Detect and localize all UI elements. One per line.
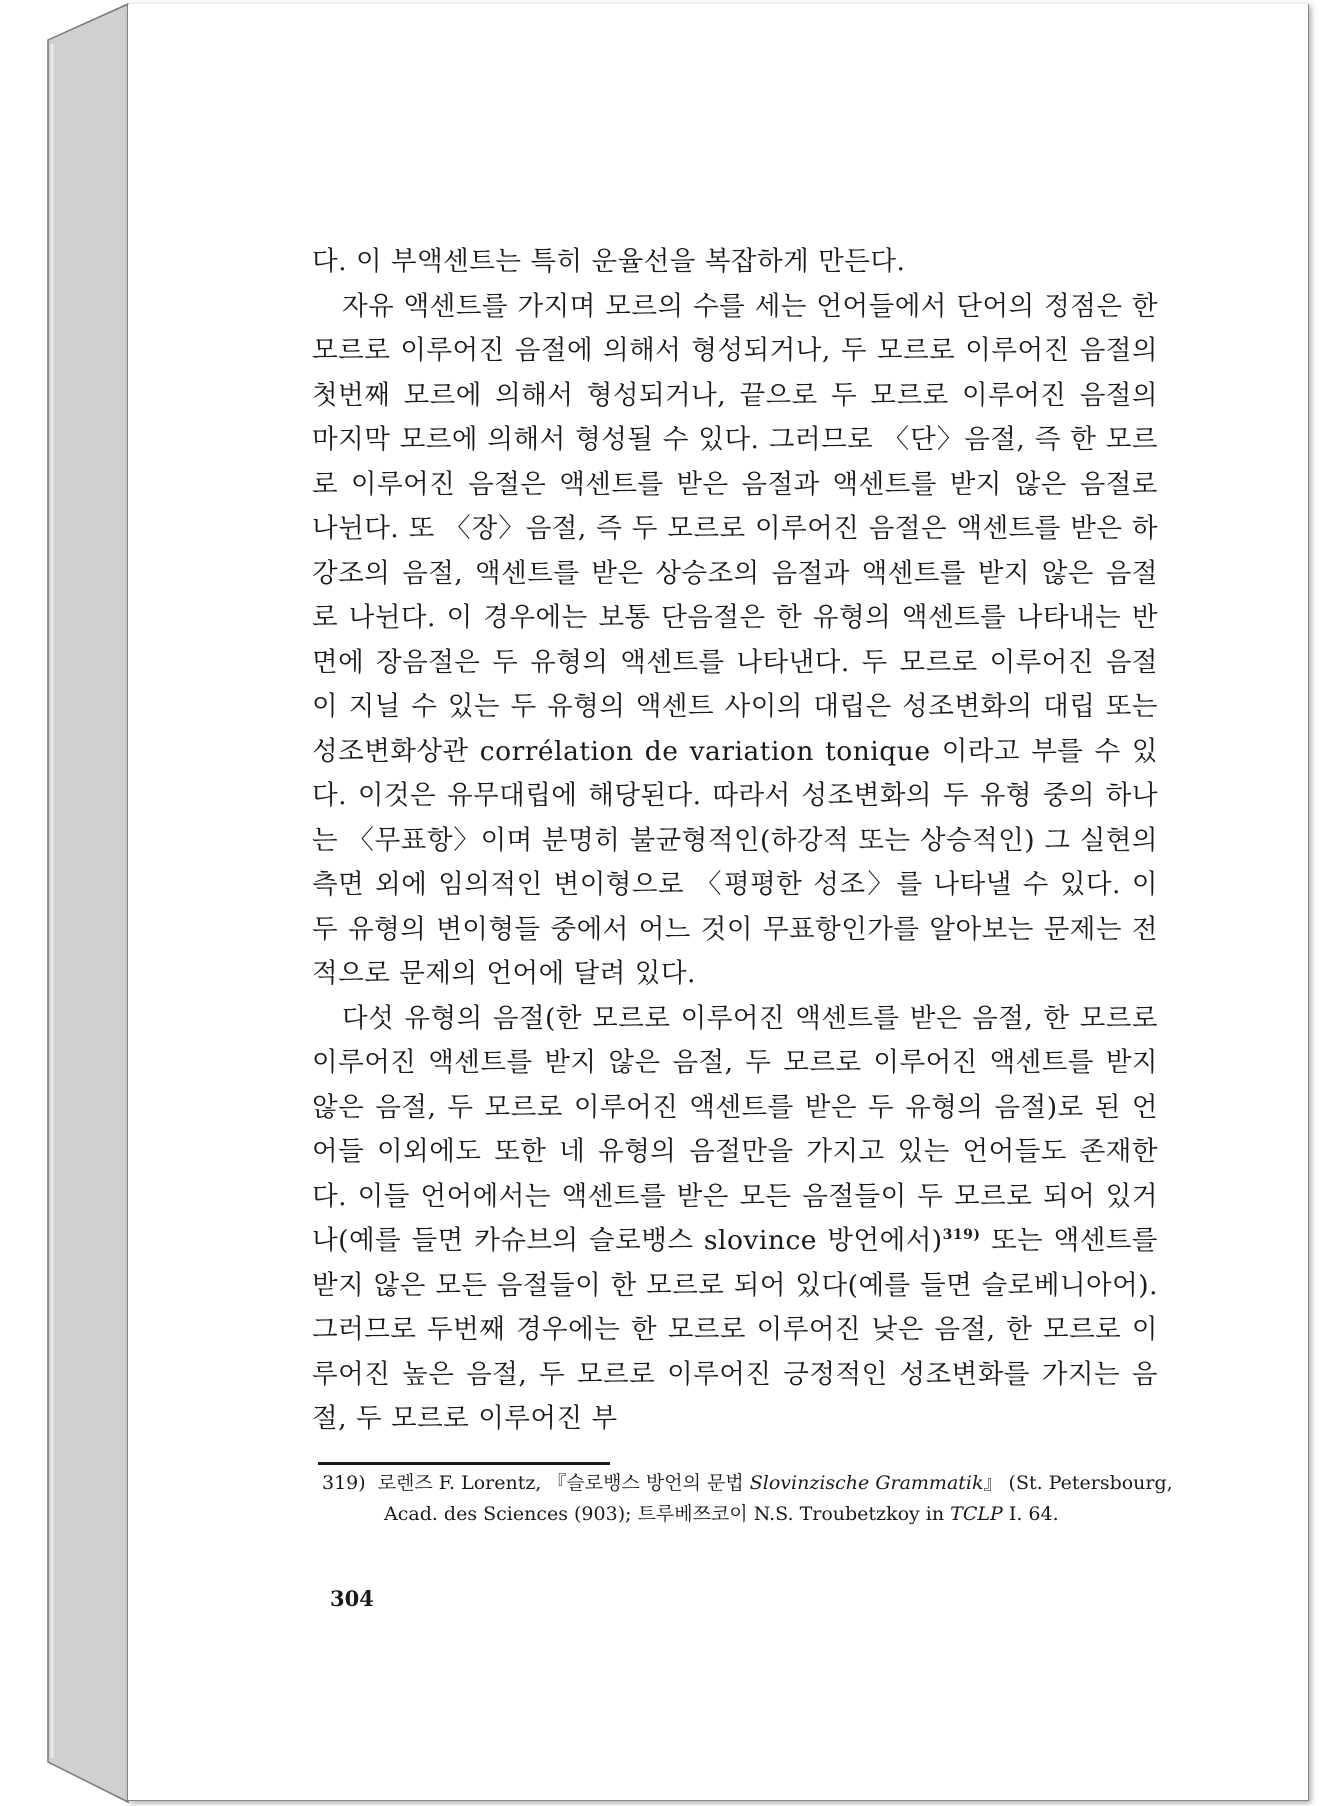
page-number: 304 [330, 1586, 374, 1611]
paragraph-3 [312, 997, 1158, 1442]
paragraph-3-text-b: 또는 액센트를 받지 않은 모든 음절들이 한 모르로 되어 있다(예를 들면 슬로베니아어). 그러므로 두번째 경우에는 한 모르로 이루어진 낮은 음절, 한 모르로 이루어진 높은 음절, 두 모르로 이루어진 긍정적인 성조변화를 가지는 음절, 두 모르로 이루어진 부 [312, 1225, 1158, 1434]
footnote-journal: TCLP [950, 1503, 1003, 1525]
footnote-319 [322, 1468, 1224, 1530]
paragraph-3-text-a: 다섯 유형의 음절(한 모르로 이루어진 액센트를 받은 음절, 한 모르로 이루어진 액센트를 받지 않은 음절, 두 모르로 이루어진 액센트를 받지 않은 음절, 두 모르로 이루어진 액센트를 받은 두 유형의 음절)로 된 언어들 이외에도 또한 네 유형의 음절만을 가지고 있는 언어들도 존재한다. 이들 언어에서는 액센트를 받은 모든 음절들이 두 모르로 되어 있거나(예를 들면 카슈브의 슬로뱅스 slovince 방언에서) [312, 1002, 1158, 1256]
footnote-text-c: Ⅰ. 64. [1002, 1503, 1059, 1525]
footnote-text-a: 로렌즈 F. Lorentz, 『슬로뱅스 방언의 문법 [377, 1472, 750, 1494]
paragraph-1: 다. 이 부액센트는 특히 운율선을 복잡하게 만든다. [312, 246, 906, 277]
book-spine-face [48, 4, 128, 1802]
footnote-book-title: Slovinzische Grammatik [749, 1472, 984, 1494]
footnote-divider [318, 1462, 610, 1465]
body-text [312, 240, 1158, 1442]
footnote-text-b: 』 (St. Petersbourg, Acad. des Sciences (903); 트루베쯔코이 N.S. Troubetzkoy in [384, 1472, 1173, 1525]
footnote-reference: 319) [942, 1227, 981, 1243]
paragraph-2: 자유 액센트를 가지며 모르의 수를 세는 언어들에서 단어의 정점은 한 모르로 이루어진 음절에 의해서 형성되거나, 두 모르로 이루어진 음절의 첫번째 모르에 의해서 형성되거나, 끝으로 두 모르로 이루어진 음절의 마지막 모르에 의해서 형성될 수 있다. 그러므로 〈단〉음절, 즉 한 모르로 이루어진 음절은 액센트를 받은 음절과 액센트를 받지 않은 음절로 나뉜다. 또 〈장〉음절, 즉 두 모르로 이루어진 음절은 액센트를 받은 하강조의 음절, 액센트를 받은 상승조의 음절과 액센트를 받지 않은 음절로 나뉜다. 이 경우에는 보통 단음절은 한 유형의 액센트를 나타내는 반면에 장음절은 두 유형의 액센트를 나타낸다. 두 모르로 이루어진 음절이 지닐 수 있는 두 유형의 액센트 사이의 대립은 성조변화의 대립 또는 성조변화상관 corrélation de variation tonique 이라고 부를 수 있다. 이것은 유무대립에 해당된다. 따라서 성조변화의 두 유형 중의 하나는 〈무표항〉이며 분명히 불균형적인(하강적 또는 상승적인) 그 실현의 측면 외에 임의적인 변이형으로 〈평평한 성조〉를 나타낼 수 있다. 이 두 유형의 변이형들 중에서 어느 것이 무표항인가를 알아보는 문제는 전적으로 문제의 언어에 달려 있다. [312, 290, 1158, 989]
footnote-number: 319) [322, 1472, 366, 1494]
